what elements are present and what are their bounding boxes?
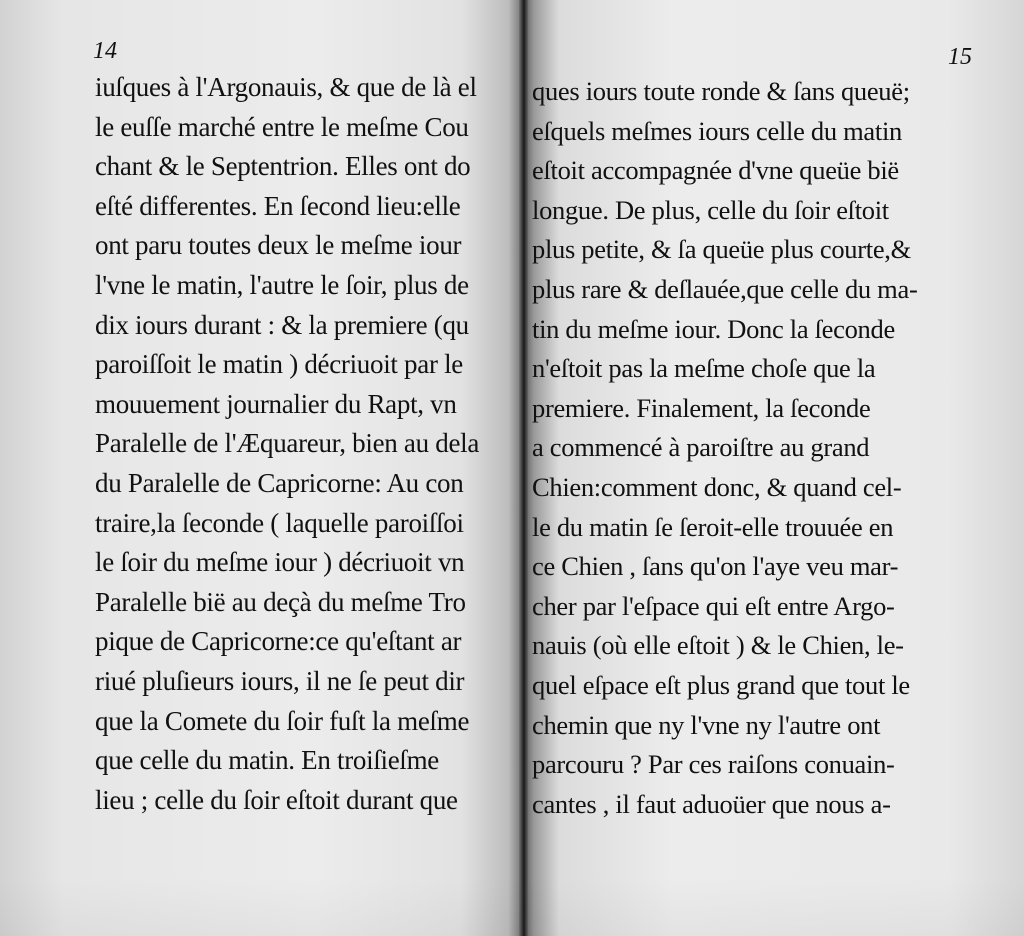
text-line: du Paralelle de Capricorne: Au con	[95, 467, 464, 498]
text-line: ce Chien , ſans qu'on l'aye veu mar-	[532, 551, 899, 582]
text-line: plus petite, & ſa queüe plus courte,&	[532, 234, 911, 265]
text-line: Paralelle bië au deçà du meſme Tro	[95, 586, 466, 617]
text-line: traire,la ſeconde ( laquelle paroiſſoi	[95, 507, 464, 538]
text-line: lieu ; celle du ſoir eſtoit durant que	[95, 784, 458, 815]
text-line: que la Comete du ſoir fuſt la meſme	[95, 705, 470, 736]
text-line: Paralelle de l'Æquareur, bien au dela	[95, 428, 480, 459]
text-line: le euſſe marché entre le meſme Cou	[95, 111, 469, 142]
text-line: quel eſpace eſt plus grand que tout le	[532, 669, 910, 700]
text-line: n'eſtoit pas la meſme choſe que la	[532, 353, 876, 384]
left-page-text	[95, 68, 519, 820]
text-line: pique de Capricorne:ce qu'eſtant ar	[95, 626, 462, 657]
right-page-text	[532, 72, 972, 824]
text-line: tin du meſme iour. Donc la ſeconde	[532, 313, 895, 344]
text-line: longue. De plus, celle du ſoir eſtoit	[532, 194, 889, 225]
text-line: le du matin ſe ſeroit-elle trouuée en	[532, 511, 894, 542]
text-line: iuſques à l'Argonauis, & que de là el	[95, 72, 477, 102]
text-line: premiere. Finalement, la ſeconde	[532, 392, 871, 423]
book-gutter	[519, 0, 528, 936]
text-line: ont paru toutes deux le meſme iour	[95, 230, 462, 261]
text-line: riué pluſieurs iours, il ne ſe peut dir	[95, 665, 465, 696]
text-line: nauis (où elle eſtoit ) & le Chien, le-	[532, 630, 904, 661]
text-line: parcouru ? Par ces raiſons conuain-	[532, 749, 895, 780]
text-line: cher par l'eſpace qui eſt entre Argo-	[532, 590, 895, 621]
text-line: ques iours toute ronde & ſans queuë;	[532, 76, 910, 106]
text-line: dix iours durant : & la premiere (qu	[95, 309, 469, 340]
text-line: eſquels meſmes iours celle du matin	[532, 115, 902, 146]
text-line: a commencé à paroiſtre au grand	[532, 432, 870, 463]
left-page-number: 14	[93, 38, 117, 64]
text-line: l'vne le matin, l'autre le ſoir, plus de	[95, 269, 469, 300]
text-line: le ſoir du meſme iour ) décriuoit vn	[95, 547, 465, 578]
text-line: eſtoit accompagnée d'vne queüe bië	[532, 155, 899, 186]
text-line: paroiſſoit le matin ) décriuoit par le	[95, 349, 463, 380]
text-line: mouuement journalier du Rapt, vn	[95, 388, 457, 419]
text-line: Chien:comment donc, & quand cel-	[532, 471, 902, 502]
text-line: eſté differentes. En ſecond lieu:elle	[95, 190, 461, 221]
right-page-number: 15	[948, 44, 972, 70]
text-line: plus rare & deſlauée,que celle du ma-	[532, 273, 918, 304]
text-line: cantes , il faut aduoüer que nous a-	[532, 788, 891, 819]
text-line: chemin que ny l'vne ny l'autre ont	[532, 709, 881, 740]
text-line: chant & le Septentrion. Elles ont do	[95, 151, 471, 182]
text-line: que celle du matin. En troiſieſme	[95, 745, 439, 776]
